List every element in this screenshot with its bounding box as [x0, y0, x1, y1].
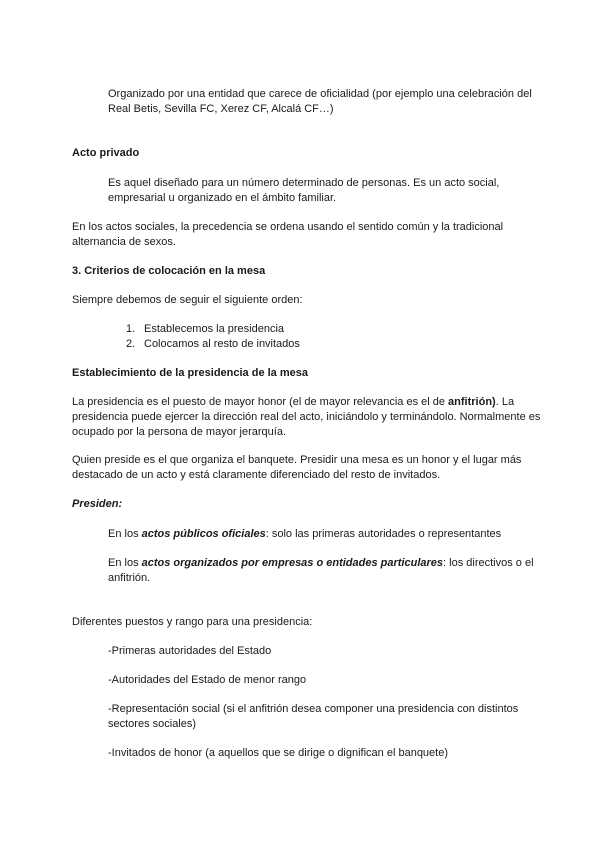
paragraph-acto-privado: Es aquel diseñado para un número determinado de personas. Es un acto social, empresarial u organizado en el ámbito familiar.: [108, 177, 500, 204]
heading-criterios: 3. Criterios de colocación en la mesa: [72, 265, 266, 277]
paragraph-quien-preside: Quien preside es el que organiza el banquete. Presidir una mesa es un honor y el lugar más destacado de un acto y está claramente diferenciado del resto de invitados.: [72, 454, 522, 481]
heading-acto-privado: Acto privado: [72, 147, 140, 159]
paragraph-puestos: Diferentes puestos y rango para una presidencia:: [72, 616, 313, 628]
paragraph-orden: Siempre debemos de seguir el siguiente orden:: [72, 294, 303, 306]
list-item: 2. Colocamos al resto de invitados: [126, 338, 300, 350]
puesto-item: -Invitados de honor (a aquellos que se dirige o dignifican el banquete): [108, 747, 449, 759]
paragraph-presidencia: La presidencia es el puesto de mayor honor (el de mayor relevancia es el de anfitrión). La presidencia puede ejercer la dirección real del acto, iniciándolo y terminándolo. Normalmente es ocupado por la persona de mayor jerarquía.: [72, 396, 541, 438]
list-item: 1. Establecemos la presidencia: [126, 323, 285, 335]
paragraph-oficialidad: Organizado por una entidad que carece de oficialidad (por ejemplo una celebración del Real Betis, Sevilla FC, Xerez CF, Alcalá CF…): [108, 88, 532, 115]
puesto-item: -Primeras autoridades del Estado: [108, 645, 272, 657]
puesto-item: -Representación social (si el anfitrión desea componer una presidencia con distintos sectores sociales): [108, 703, 519, 730]
heading-establecimiento: Establecimiento de la presidencia de la mesa: [72, 367, 308, 379]
paragraph-actos-publicos: En los actos públicos oficiales: solo las primeras autoridades o representantes: [108, 528, 502, 540]
paragraph-actos-empresas: En los actos organizados por empresas o entidades particulares: los directivos o el anfitrión.: [108, 557, 534, 584]
ordered-list: [126, 322, 300, 352]
heading-presiden: Presiden:: [72, 498, 123, 510]
puesto-item: -Autoridades del Estado de menor rango: [108, 674, 307, 686]
paragraph-precedencia: En los actos sociales, la precedencia se ordena usando el sentido común y la tradicional alternancia de sexos.: [72, 221, 504, 248]
